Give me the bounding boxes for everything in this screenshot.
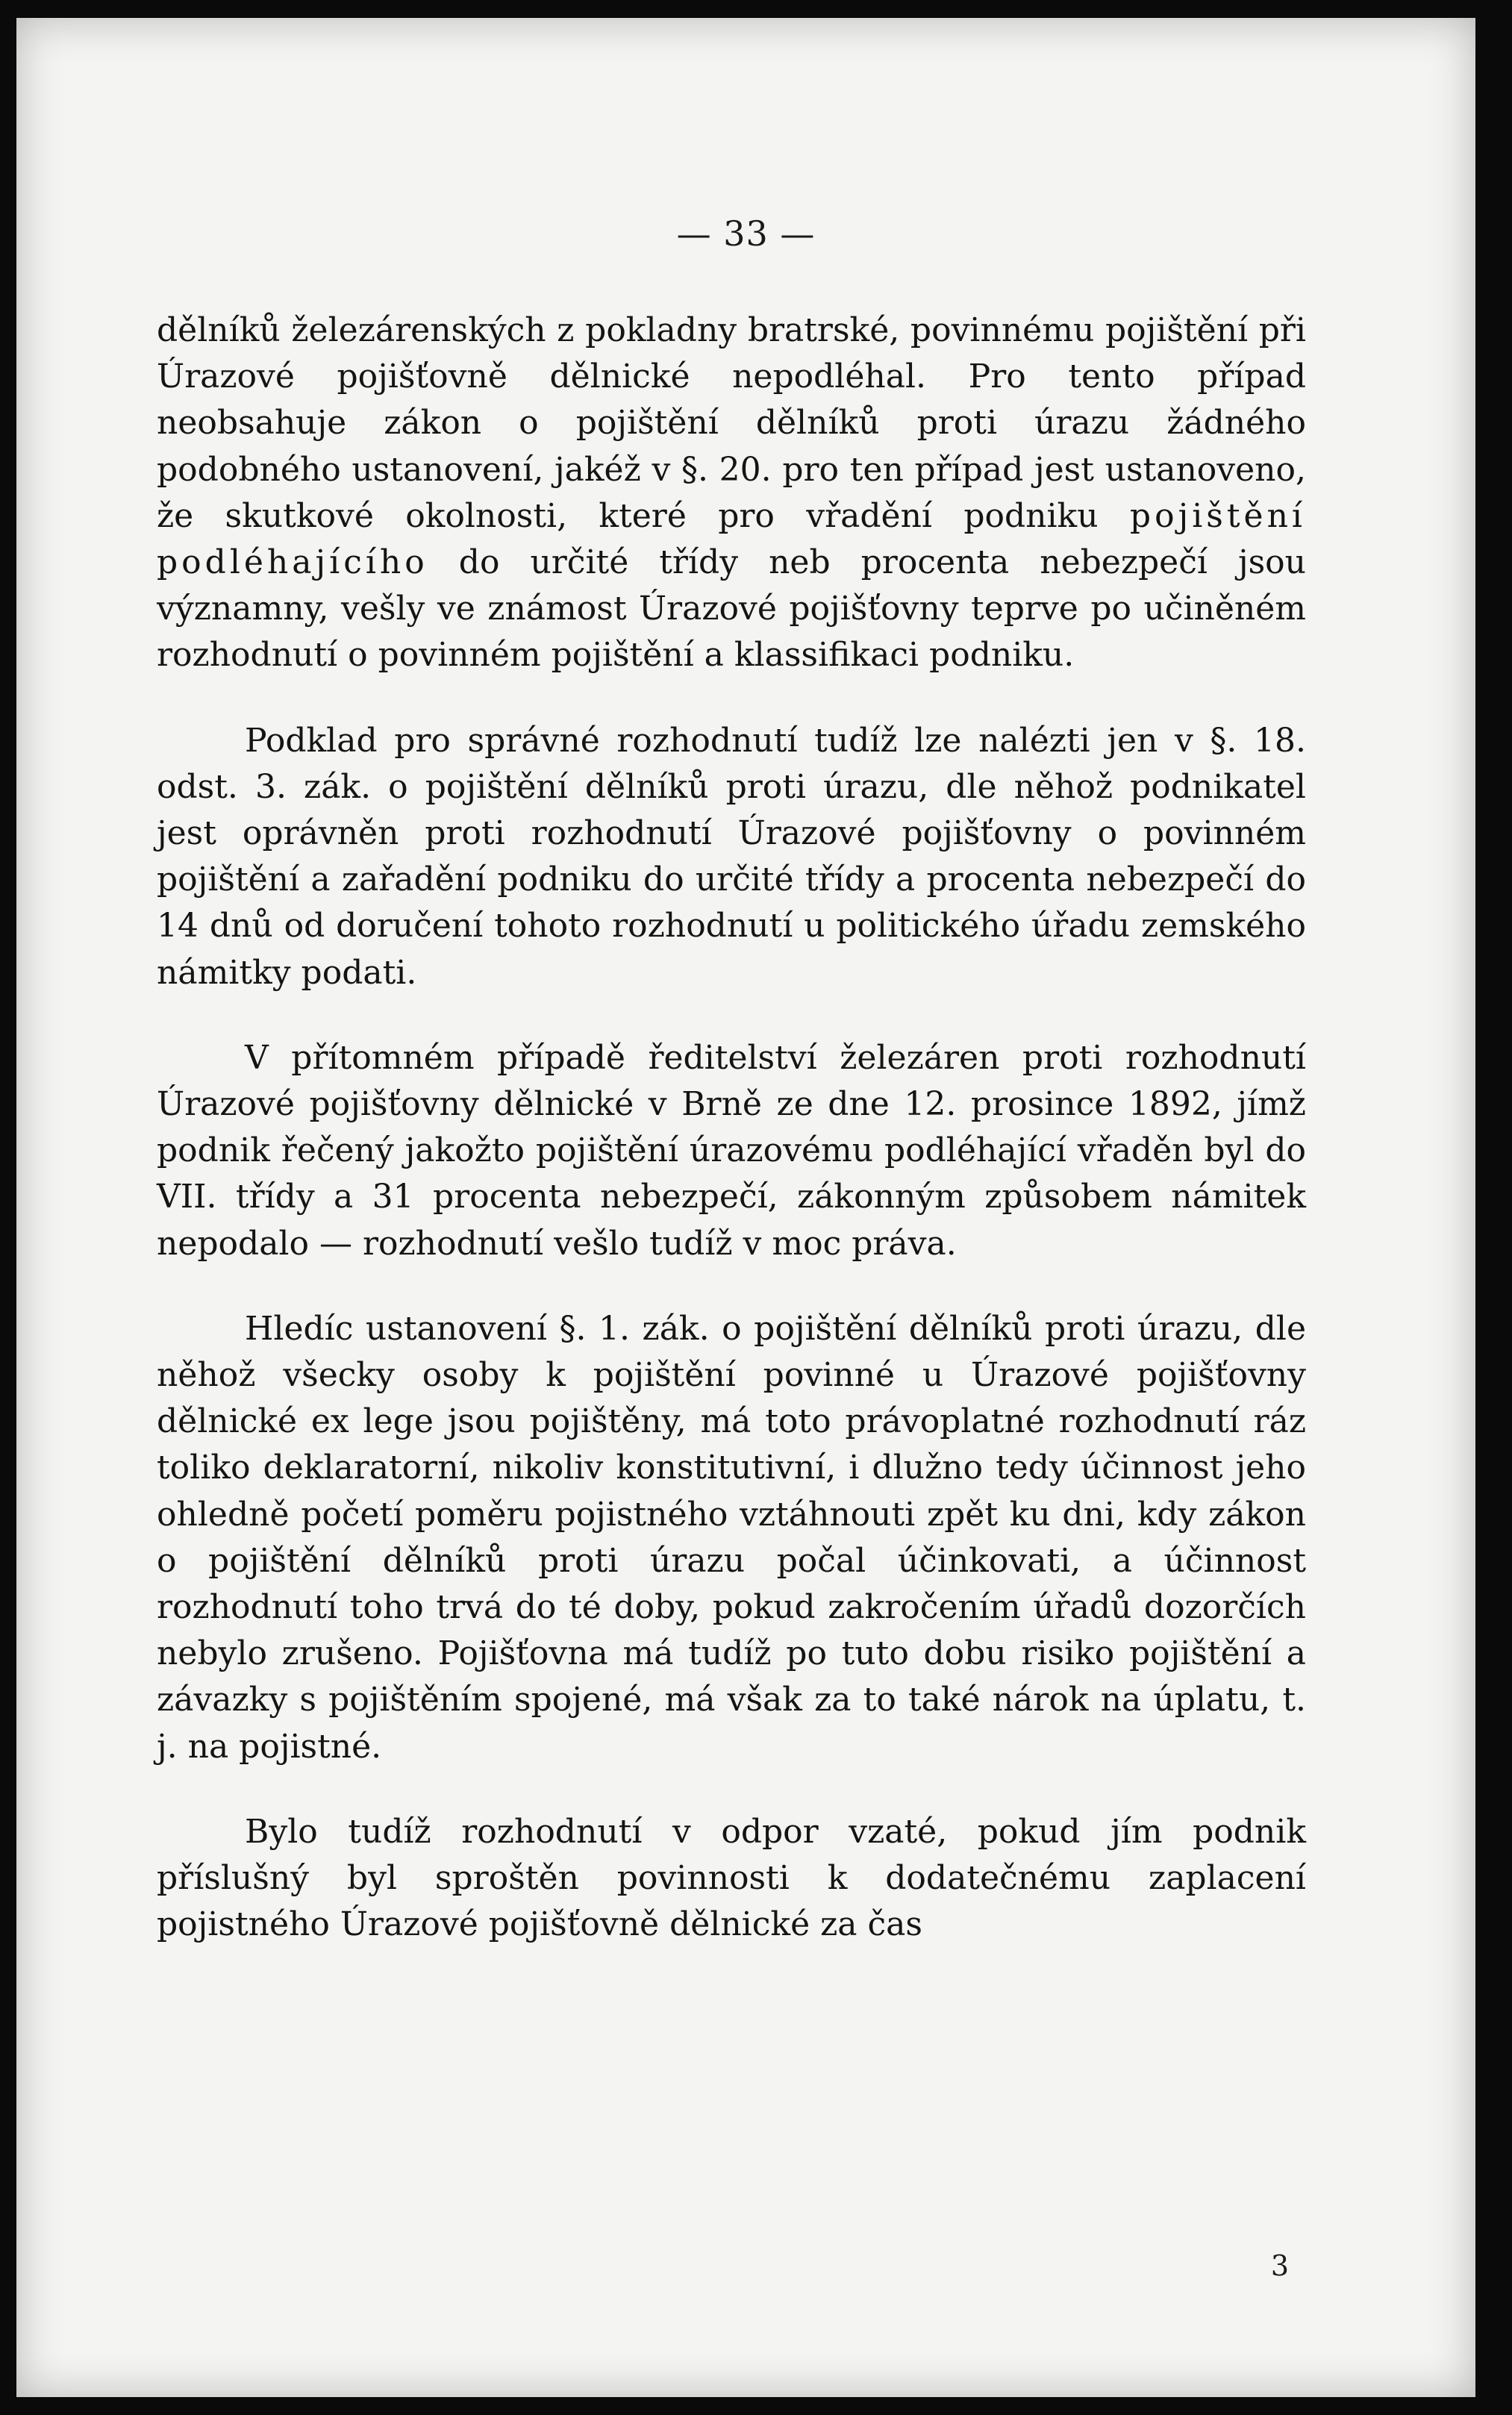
body-text bbox=[157, 307, 1306, 1949]
signature-mark: 3 bbox=[1270, 2249, 1289, 2282]
paragraph-3: V přítomném případě ředitelství železáren proti rozhodnutí Úrazové pojišťovny dělnické v Brně ze dne 12. prosince 1892, jímž podnik řečený jakožto pojištění úrazovému podléhající vřaděn byl do VII. třídy a 31 procenta nebezpečí, zákonným způsobem námitek nepodalo — rozhodnutí vešlo tudíž v moc práva. bbox=[157, 1038, 1306, 1263]
paragraph-1-spaced-phrase: pojištění podléhajícího bbox=[157, 496, 1306, 582]
paragraph-4: Hledíc ustanovení §. 1. zák. o pojištění dělníků proti úrazu, dle něhož všecky osoby k pojištění povinné u Úrazové pojišťovny dělnické ex lege jsou pojištěny, má toto právoplatné rozhodnutí ráz toliko deklaratorní, nikoliv konstitutivní, i dlužno tedy účinnost jeho ohledně početí poměru pojistného vztáhnouti zpět ku dni, kdy zákon o pojištění dělníků proti úrazu počal účinkovati, a účinnost rozhodnutí toho trvá do té doby, pokud zakročením úřadů dozorčích nebylo zrušeno. Pojišťovna má tudíž po tuto dobu risiko pojištění a závazky s pojištěním spojené, má však za to také nárok na úplatu, t. j. na pojistné. bbox=[157, 1309, 1306, 1766]
paragraph-2: Podklad pro správné rozhodnutí tudíž lze nalézti jen v §. 18. odst. 3. zák. o pojištění dělníků proti úrazu, dle něhož podnikatel jest oprávněn proti rozhodnutí Úrazové pojišťovny o povinném pojištění a zařadění podniku do určité třídy a procenta nebezpečí do 14 dnů od doručení tohoto rozhodnutí u politického úřadu zemského námitky podati. bbox=[157, 721, 1306, 992]
paragraph-5: Bylo tudíž rozhodnutí v odpor vzaté, pokud jím podnik příslušný byl sproštěn povinnosti k dodatečnému zaplacení pojistného Úrazové pojišťovně dělnické za čas bbox=[157, 1812, 1306, 1944]
paragraph-1-part-1: dělníků železárenských z pokladny bratrské, povinnému pojištění při Úrazové pojišťovně dělnické nepodléhal. Pro tento případ neobsahuje zákon o pojištění dělníků proti úrazu žádného podobného ustanovení, jakéž v §. 20. pro ten případ jest ustanoveno, že skutkové okolnosti, které pro vřadění podniku bbox=[157, 311, 1306, 535]
scan-border bbox=[1476, 0, 1512, 2415]
paragraph-1 bbox=[157, 307, 1306, 679]
paragraph-1-part-3: do určité třídy neb procenta nebezpečí jsou významny, vešly ve známost Úrazové pojišťovny teprve po učiněném rozhodnutí o povinném pojištění a klassifikaci podniku. bbox=[157, 543, 1306, 675]
page-number: — 33 — bbox=[676, 213, 816, 254]
document-page bbox=[16, 18, 1475, 2397]
